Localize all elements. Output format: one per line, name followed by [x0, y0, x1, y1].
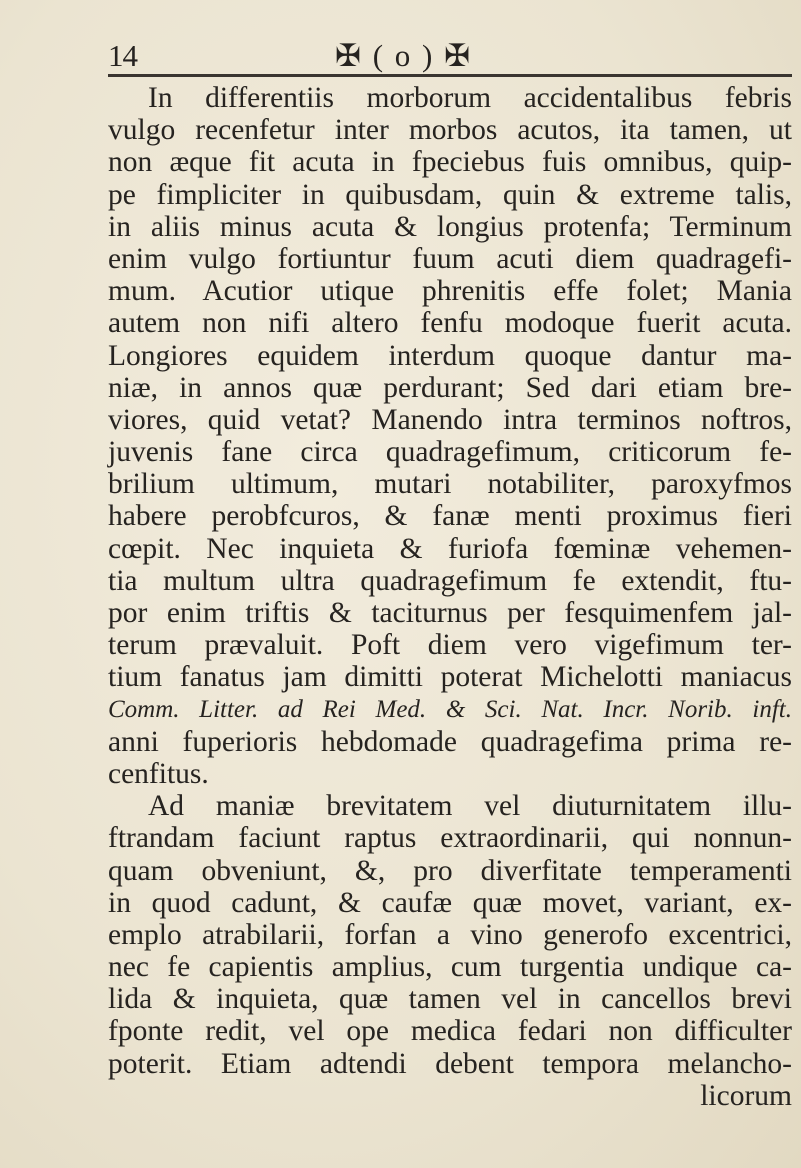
- text-line: tia multum ultra quadragefimum fe extendit, ftu-: [108, 564, 792, 597]
- text-line: anni fuperioris hebdomade quadragefima prima re-: [108, 725, 792, 758]
- text-line: viores, quid vetat? Manendo intra terminos noftros,: [108, 403, 792, 436]
- text-line: fponte redit, vel ope medica fedari non difficulter: [108, 1015, 792, 1048]
- text-line: in quod cadunt, & caufæ quæ movet, variant, ex-: [108, 886, 792, 919]
- text-line: autem non nifi altero fenfu modoque fuerit acuta.: [108, 307, 792, 340]
- text-line: brilium ultimum, mutari notabiliter, paroxyfmos: [108, 468, 792, 501]
- text-line: emplo atrabilarii, forfan a vino generofo excentrici,: [108, 918, 792, 951]
- page-number: 14: [108, 38, 137, 73]
- text-line: Ad maniæ brevitatem vel diuturnitatem illu-: [148, 790, 792, 823]
- text-line: juvenis fane circa quadragefimum, criticorum fe-: [108, 436, 792, 469]
- text-line: tium fanatus jam dimitti poterat Michelotti maniacus: [108, 661, 792, 694]
- text-line: terum prævaluit. Poft diem vero vigefimum ter-: [108, 629, 792, 662]
- text-line: cœpit. Nec inquieta & furiofa fœminæ vehemen-: [108, 532, 792, 565]
- citation-line: Comm. Litter. ad Rei Med. & Sci. Nat. Incr. Norib. inft.: [108, 695, 792, 723]
- text-line: non æque fit acuta in fpeciebus fuis omnibus, quip-: [108, 146, 792, 179]
- text-line: por enim triftis & taciturnus per fesquimenfem jal-: [108, 597, 792, 629]
- body-text: [108, 82, 792, 1112]
- text-line: pe fimpliciter in quibusdam, quin & extreme talis,: [108, 178, 792, 211]
- text-line: habere perobfcuros, & fanæ menti proximus fieri: [108, 500, 792, 533]
- text-line: mum. Acutior utique phrenitis effe folet; Mania: [108, 275, 792, 308]
- running-header: [108, 34, 792, 77]
- text-line: poterit. Etiam adtendi debent tempora melancho-: [108, 1047, 792, 1080]
- text-line: enim vulgo fortiuntur fuum acuti diem quadragefi-: [108, 242, 792, 275]
- text-line: cenfitus.: [108, 757, 209, 790]
- text-line: vulgo recenfetur inter morbos acutos, ita tamen, ut: [108, 114, 792, 147]
- text-line: quam obveniunt, &, pro diverfitate temperamenti: [108, 854, 792, 887]
- text-line: in aliis minus acuta & longius protenfa; Terminum: [108, 210, 792, 243]
- text-line: ftrandam faciunt raptus extraordinarii, qui nonnun-: [108, 822, 792, 855]
- text-line: Longiores equidem interdum quoque dantur ma-: [108, 339, 792, 372]
- catchword: licorum: [700, 1079, 792, 1112]
- text-line: niæ, in annos quæ perdurant; Sed dari etiam bre-: [108, 371, 792, 404]
- header-ornament: ✠ ( o ) ✠: [335, 38, 473, 73]
- text-line: lida & inquieta, quæ tamen vel in cancellos brevi: [108, 983, 792, 1016]
- text-line: nec fe capientis amplius, cum turgentia undique ca-: [108, 951, 792, 984]
- text-line: In differentiis morborum accidentalibus febris: [148, 82, 792, 114]
